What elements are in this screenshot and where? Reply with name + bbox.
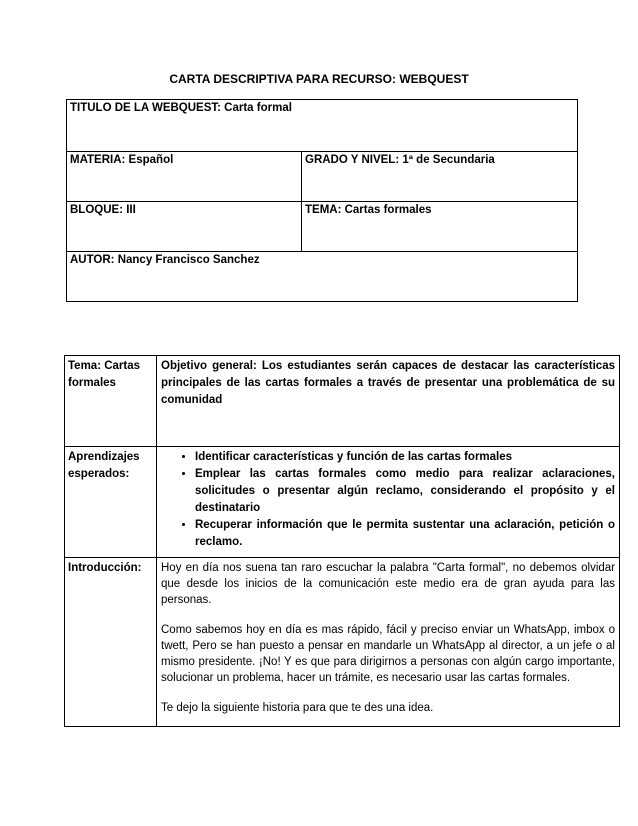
- intro-paragraph: Te dejo la siguiente historia para que te des una idea.: [161, 702, 434, 714]
- block-cell: BLOQUE: III: [67, 202, 302, 252]
- learning-row: [65, 447, 620, 558]
- grade-cell: GRADO Y NIVEL: 1ª de Secundaria: [302, 152, 578, 202]
- learning-item: • Emplear las cartas formales como medio para realizar aclaraciones, solicitudes o presentar algún reclamo, considerando el propósito y el destinatario: [195, 466, 615, 517]
- webquest-header-table: [66, 99, 578, 302]
- webquest-detail-table: [64, 355, 620, 727]
- introduction-label: Introducción:: [65, 558, 157, 727]
- learning-item: • Identificar características y función de las cartas formales: [195, 449, 615, 466]
- objective-row: [65, 356, 620, 447]
- introduction-text-cell: [157, 558, 620, 727]
- intro-paragraph: Como sabemos hoy en día es mas rápido, fácil y preciso enviar un WhatsApp, imbox o twett, Pero se han puesto a pensar en mandarle un WhatsApp al director, a un jefe o al mismo presidente. ¡No! Y es que para dirigirnos a personas con algún cargo importante, solucionar un problema, hacer un trámite, es necesario usar las cartas formales.: [161, 624, 615, 684]
- author-cell: AUTOR: Nancy Francisco Sanchez: [67, 252, 578, 302]
- topic-cell: TEMA: Cartas formales: [302, 202, 578, 252]
- subject-cell: MATERIA: Español: [67, 152, 302, 202]
- block-row: [67, 202, 578, 252]
- topic-label: Tema: Cartas formales: [65, 356, 157, 447]
- subject-row: [67, 152, 578, 202]
- general-objective: Objetivo general: Los estudiantes serán capaces de destacar las características principales de las cartas formales a través de presentar una problemática de su comunidad: [157, 356, 620, 447]
- learning-label: Aprendizajes esperados:: [65, 447, 157, 558]
- webquest-title-cell: TITULO DE LA WEBQUEST: Carta formal: [67, 100, 578, 152]
- author-row: [67, 252, 578, 302]
- introduction-row: [65, 558, 620, 727]
- title-row: [67, 100, 578, 152]
- learning-item: • Recuperar información que le permita sustentar una aclaración, petición o reclamo.: [195, 517, 615, 551]
- document-title: CARTA DESCRIPTIVA PARA RECURSO: WEBQUEST: [169, 72, 469, 86]
- learning-list: [161, 449, 615, 551]
- learning-list-cell: [157, 447, 620, 558]
- intro-paragraph: Hoy en día nos suena tan raro escuchar la palabra "Carta formal", no debemos olvidar que desde los inicios de la comunicación este medio era de gran ayuda para las personas.: [161, 562, 615, 606]
